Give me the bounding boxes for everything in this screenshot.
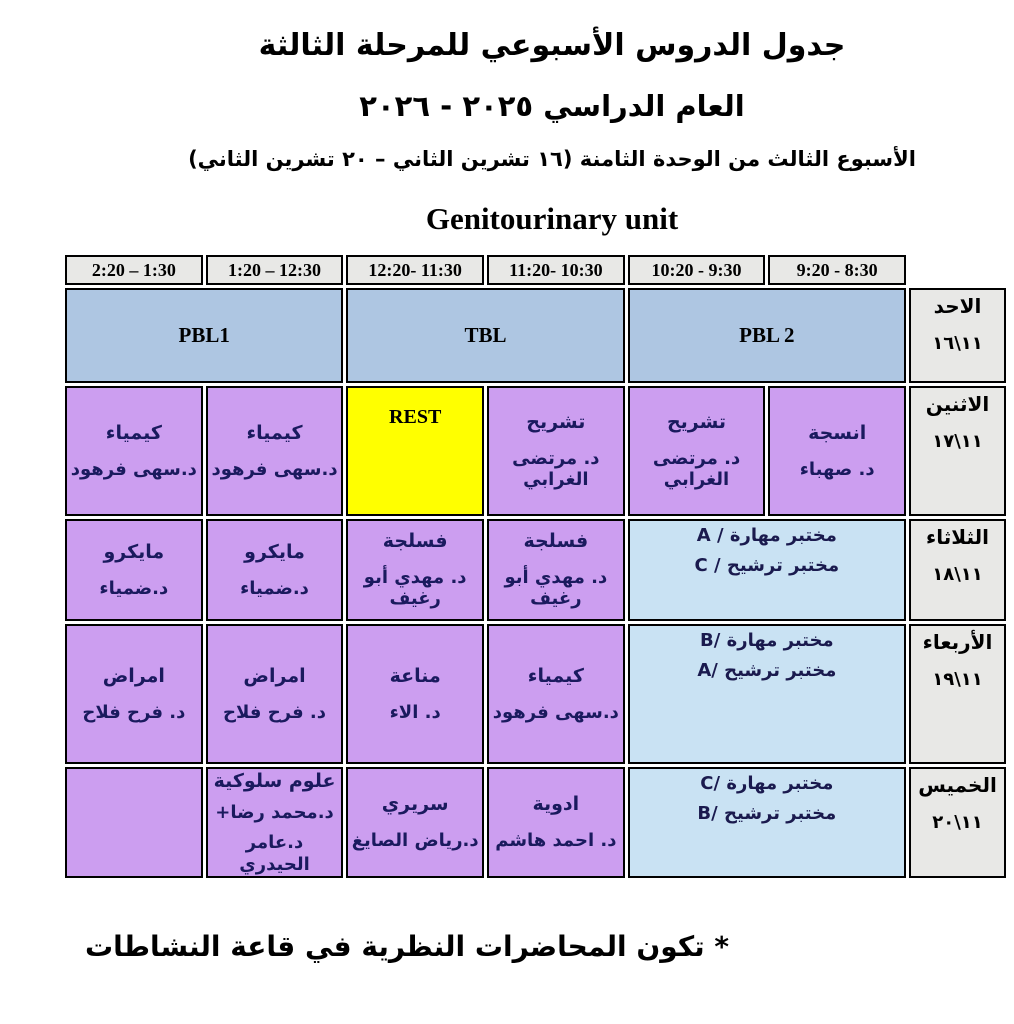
- schedule-cell: [487, 519, 625, 621]
- title-block: [45, 0, 1014, 237]
- teacher-label: د.عامر الحيدري: [239, 832, 310, 875]
- day-name: الثلاثاء: [926, 525, 989, 549]
- teacher-label: د. مهدي أبو رغيف: [363, 566, 467, 610]
- footer-note: * تكون المحاضرات النظرية في قاعة النشاطات: [84, 930, 730, 963]
- schedule-cell: [487, 386, 625, 516]
- time-header-cell: 11:20- 10:30: [487, 255, 625, 285]
- schedule-cell: [768, 386, 906, 516]
- time-header-cell: 9:20 - 8:30: [768, 255, 906, 285]
- teacher-label: د.ضمياء: [99, 577, 169, 599]
- lab-line: مختبر ترشيح /A: [697, 660, 837, 681]
- schedule-cell: [206, 767, 344, 878]
- lab-line: مختبر مهارة / A: [696, 525, 837, 546]
- pbl-block: [65, 288, 343, 383]
- lab-line: مختبر مهارة /C: [700, 773, 834, 794]
- teacher-label: د. فرح فلاح: [82, 701, 186, 723]
- lab-cell: [628, 624, 906, 764]
- page-title: جدول الدروس الأسبوعي للمرحلة الثالثة: [258, 28, 846, 63]
- schedule-cell: [206, 386, 344, 516]
- teacher-label: د.سهى فرهود: [211, 458, 338, 480]
- academic-year: العام الدراسي ٢٠٢٥ - ٢٠٢٦: [359, 89, 745, 123]
- day-date: ١١\٢٠: [932, 812, 983, 833]
- subject-label: ادوية: [532, 793, 580, 816]
- lab-line: مختبر ترشيح / C: [694, 555, 840, 576]
- subject-label: مناعة: [389, 664, 441, 687]
- subject-label: فسلجة: [382, 530, 448, 552]
- unit-title: Genitourinary unit: [425, 201, 679, 236]
- schedule-cell: [206, 624, 344, 764]
- week-range: الأسبوع الثالث من الوحدة الثامنة (١٦ تشرين الثاني – ٢٠ تشرين الثاني): [188, 147, 916, 171]
- teacher-label: د. مهدي أبو رغيف: [504, 566, 608, 610]
- schedule-cell: [487, 624, 625, 764]
- teacher-label: د. الاء: [389, 701, 441, 723]
- pbl-label: PBL 2: [739, 323, 795, 347]
- day-cell-thursday: [909, 767, 1006, 878]
- subject-label: مايكرو: [244, 540, 305, 563]
- subject-label: امراض: [243, 664, 306, 687]
- subject-label: علوم سلوكية: [213, 769, 336, 792]
- subject-label: تشريح: [526, 411, 586, 433]
- time-header-cell: 10:20 - 9:30: [628, 255, 766, 285]
- subject-label: مايكرو: [103, 540, 165, 563]
- subject-label: كيمياء: [105, 421, 162, 444]
- subject-label: انسجة: [808, 421, 867, 444]
- teacher-label: د.رياض الصايغ: [351, 830, 479, 852]
- lab-line: مختبر ترشيح /B: [697, 803, 837, 824]
- subject-label: امراض: [102, 664, 165, 687]
- schedule-cell: [346, 767, 484, 878]
- teacher-label: د. فرح فلاح: [223, 701, 327, 723]
- day-cell-monday: [909, 386, 1006, 516]
- schedule-cell: [628, 386, 766, 516]
- teacher-label: د.ضمياء: [240, 577, 309, 599]
- schedule-cell: [65, 519, 203, 621]
- subject-label: كيمياء: [246, 421, 303, 444]
- day-date: ١١\١٩: [932, 669, 983, 690]
- day-name: الاحد: [933, 294, 982, 318]
- teacher-label: د. صهباء: [799, 458, 875, 480]
- schedule-table: [65, 255, 1006, 878]
- schedule-cell: [65, 386, 203, 516]
- schedule-cell: [65, 624, 203, 764]
- pbl-label: PBL1: [178, 323, 230, 347]
- pbl-block: [628, 288, 906, 383]
- day-cell-tuesday: [909, 519, 1006, 621]
- time-header-cell: 1:20 – 12:30: [206, 255, 344, 285]
- tbl-label: TBL: [464, 323, 507, 347]
- header-corner-spacer: [909, 255, 1006, 285]
- lab-cell: [628, 767, 906, 878]
- tbl-block: [346, 288, 624, 383]
- teacher-label: د.سهى فرهود: [492, 701, 619, 723]
- time-header-cell: 2:20 – 1:30: [65, 255, 203, 285]
- schedule-cell: [206, 519, 344, 621]
- teacher-label: د. مرتضى الغرابي: [652, 447, 741, 491]
- teacher-label: د. مرتضى الغرابي: [512, 447, 600, 491]
- day-name: الاثنين: [925, 392, 990, 416]
- day-cell-wednesday: [909, 624, 1006, 764]
- day-date: ١١\١٨: [932, 564, 983, 585]
- day-date: ١١\١٦: [932, 333, 983, 354]
- schedule-cell: [346, 519, 484, 621]
- teacher-label: د.سهى فرهود: [70, 458, 197, 480]
- schedule-cell: [487, 767, 625, 878]
- lab-line: مختبر مهارة /B: [700, 630, 834, 651]
- empty-cell: [65, 767, 203, 878]
- day-cell-sunday: [909, 288, 1006, 383]
- subject-label: كيمياء: [527, 664, 584, 687]
- schedule-cell: [346, 624, 484, 764]
- day-name: الأربعاء: [922, 630, 993, 654]
- teacher-label: د.محمد رضا+: [215, 801, 334, 823]
- lab-cell: [628, 519, 906, 621]
- day-name: الخميس: [918, 773, 997, 797]
- subject-label: تشريح: [666, 411, 727, 433]
- time-header-cell: 12:20- 11:30: [346, 255, 484, 285]
- rest-label: REST: [389, 406, 442, 428]
- teacher-label: د. احمد هاشم: [495, 830, 617, 852]
- rest-cell: [346, 386, 484, 516]
- subject-label: سريري: [381, 793, 449, 816]
- subject-label: فسلجة: [523, 530, 589, 552]
- day-date: ١١\١٧: [932, 431, 983, 452]
